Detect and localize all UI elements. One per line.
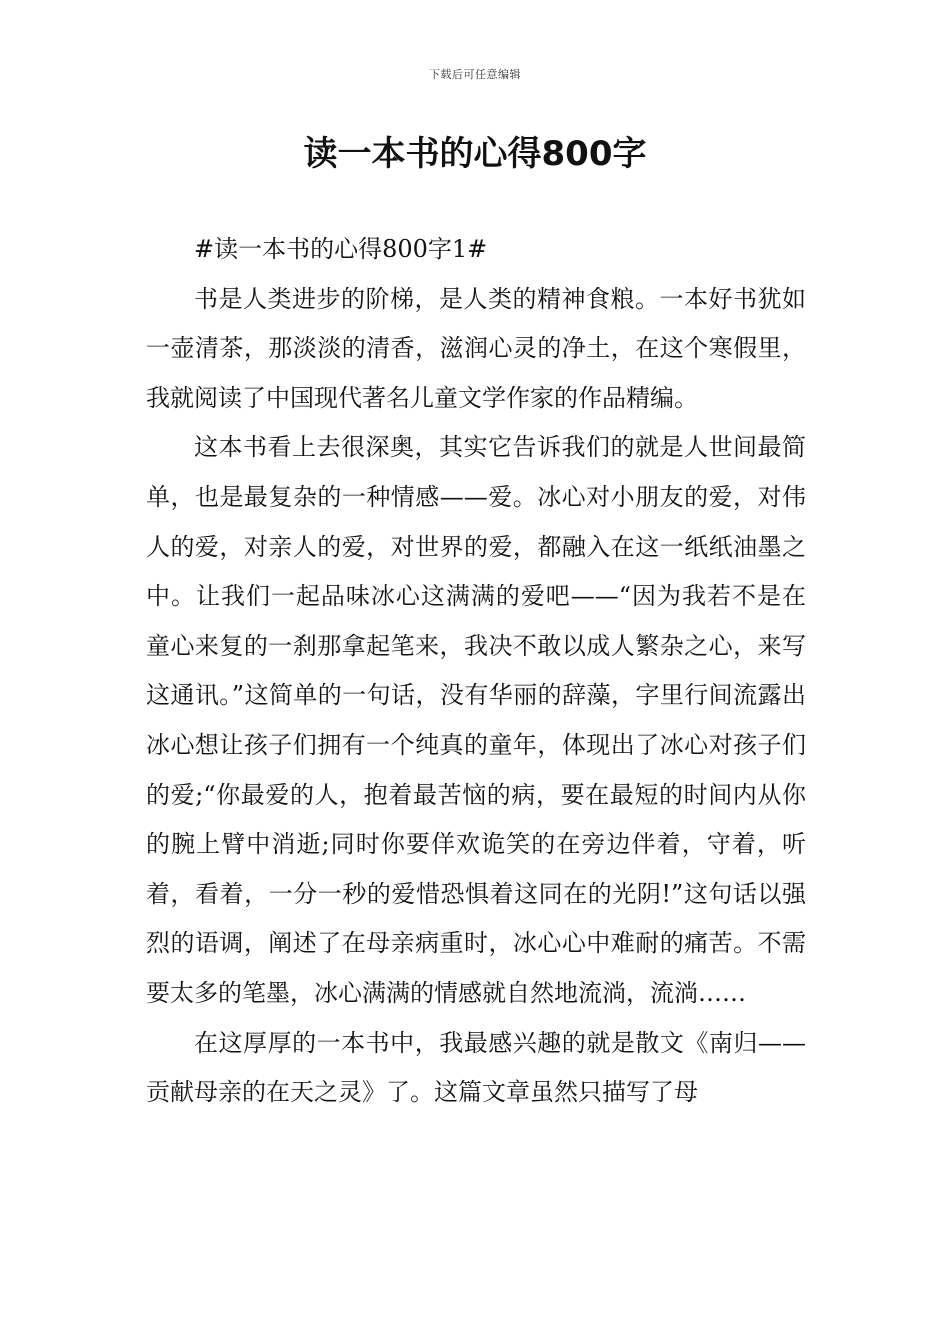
section-heading: #读一本书的心得800字1#	[194, 235, 488, 263]
paragraph: 书是人类进步的阶梯，是人类的精神食粮。一本好书犹如一壶清茶，那淡淡的清香，滋润心灵的净土，在这个寒假里，我就阅读了中国现代著名儿童文学作家的作品精编。	[146, 284, 806, 412]
paragraph: 在这厚厚的一本书中，我最感兴趣的就是散文《南归——贡献母亲的在天之灵》了。这篇文章虽然只描写了母	[146, 1028, 806, 1107]
document-title: 读一本书的心得800字	[303, 134, 647, 174]
document-body	[146, 225, 806, 1118]
paragraph: 这本书看上去很深奥，其实它告诉我们的就是人世间最简单，也是最复杂的一种情感——爱。冰心对小朋友的爱，对伟人的爱，对亲人的爱，对世界的爱，都融入在这一纸纸油墨之中。让我们一起品味冰心这满满的爱吧——“因为我若不是在童心来复的一刹那拿起笔来，我决不敢以成人繁杂之心，来写这通讯。”这简单的一句话，没有华丽的辞藻，字里行间流露出冰心想让孩子们拥有一个纯真的童年，体现出了冰心对孩子们的爱;“你最爱的人，抱着最苦恼的病，要在最短的时间内从你的腕上臂中消逝;同时你要佯欢诡笑的在旁边伴着，守着，听着，看着，一分一秒的爱惜恐惧着这同在的光阴!”这句话以强烈的语调，阐述了在母亲病重时，冰心心中难耐的痛苦。不需要太多的笔墨，冰心满满的情感就自然地流淌，流淌……	[146, 433, 806, 1007]
header-note: 下载后可任意编辑	[429, 68, 521, 81]
